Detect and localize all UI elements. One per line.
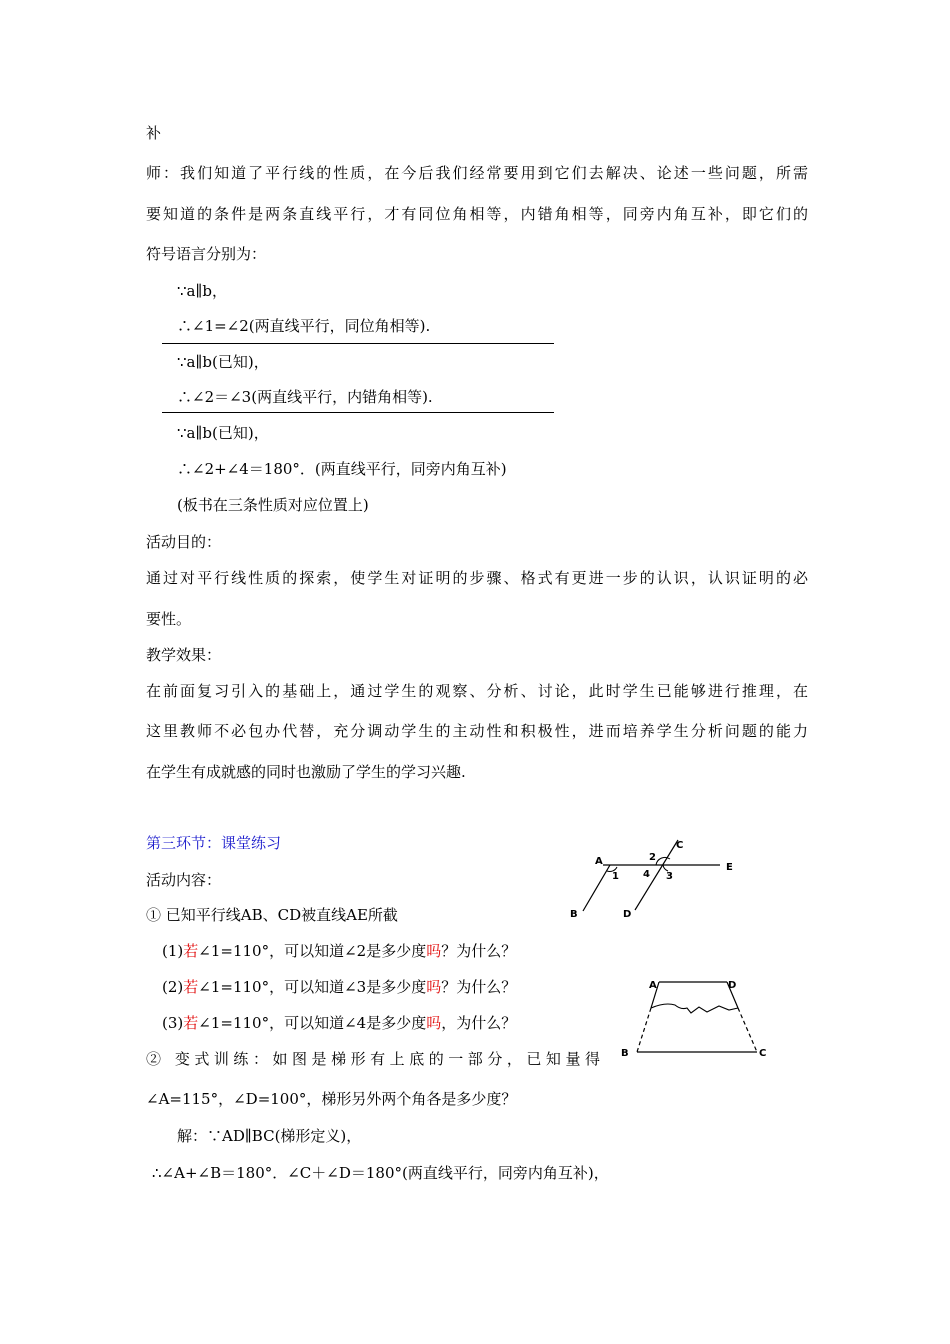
- label-d: D: [623, 909, 632, 920]
- teacher-line-2: 要知道的条件是两条直线平行，才有同位角相等，内错角相等，同旁内角互补，即它们的: [146, 205, 808, 223]
- effect-line-1: 在前面复习引入的基础上，通过学生的观察、分析、讨论，此时学生已能够进行推理，在: [146, 682, 808, 700]
- label-a: A: [595, 856, 603, 867]
- label-c: C: [676, 840, 684, 851]
- exercise-1-statement: ① 已知平行线AB、CD被直线AE所截: [146, 906, 398, 924]
- question-1: (1)若∠1=110°，可以知道∠2是多少度吗？为什么？: [162, 942, 517, 960]
- divider-line: [162, 412, 554, 413]
- label-c: C: [759, 1048, 767, 1059]
- label-d: D: [728, 980, 737, 991]
- proof-1-given: ∵a∥b，: [177, 282, 228, 300]
- goal-line-2: 要性。: [146, 610, 192, 628]
- continued-text: 补: [146, 124, 162, 142]
- teacher-line-1: 师：我们知道了平行线的性质，在今后我们经常要用到它们去解决、论述一些问题，所需: [146, 164, 808, 182]
- effect-heading: 教学效果：: [146, 646, 222, 664]
- side-ab-lower: [637, 1008, 651, 1052]
- proof-2-given: ∵a∥b(已知)，: [177, 353, 269, 371]
- proof-3-conclusion: ∴∠2+∠4＝180°．(两直线平行，同旁内角互补): [177, 460, 507, 478]
- label-e: E: [726, 862, 733, 873]
- teacher-line-3: 符号语言分别为：: [146, 245, 267, 263]
- divider-line: [162, 343, 554, 344]
- label-3: 3: [666, 871, 673, 882]
- effect-line-2: 这里教师不必包办代替，充分调动学生的主动性和积极性，进而培养学生分析问题的能力: [146, 722, 808, 740]
- label-b: B: [621, 1048, 629, 1059]
- activity-content-heading: 活动内容：: [146, 871, 222, 889]
- line-ab: [583, 865, 610, 911]
- break-line: [651, 1004, 738, 1013]
- label-4: 4: [643, 869, 650, 880]
- solution-line-2: ∴∠A+∠B＝180°．∠C＋∠D＝180°(两直线平行，同旁内角互补)，: [152, 1164, 609, 1182]
- effect-line-3: 在学生有成就感的同时也激励了学生的学习兴趣.: [146, 763, 466, 781]
- proof-3-given: ∵a∥b(已知)，: [177, 424, 269, 442]
- goal-heading: 活动目的：: [146, 533, 222, 551]
- section-3-title: 第三环节：课堂练习: [146, 834, 282, 852]
- exercise-2-statement: ② 变式训练：如图是梯形有上底的一部分，已知量得: [146, 1050, 600, 1068]
- proof-2-conclusion: ∴∠2＝∠3(两直线平行，内错角相等).: [177, 388, 433, 406]
- solution-line-1: 解：∵AD∥BC(梯形定义)，: [177, 1127, 362, 1145]
- parallel-lines-figure: [560, 835, 750, 925]
- board-note: (板书在三条性质对应位置上): [177, 496, 369, 514]
- question-2: (2)若∠1=110°，可以知道∠3是多少度吗？为什么？: [162, 978, 517, 996]
- label-2: 2: [649, 852, 656, 863]
- exercise-2-statement-cont: ∠A=115°，∠D=100°，梯形另外两个角各是多少度？: [146, 1090, 517, 1108]
- label-1: 1: [612, 871, 619, 882]
- label-b: B: [570, 909, 578, 920]
- trapezoid-figure: [615, 970, 775, 1060]
- side-dc-lower: [738, 1008, 757, 1052]
- question-3: (3)若∠1=110°，可以知道∠4是多少度吗，为什么？: [162, 1014, 517, 1032]
- label-a: A: [649, 980, 657, 991]
- goal-line-1: 通过对平行线性质的探索，使学生对证明的步骤、格式有更进一步的认识，认识证明的必: [146, 569, 808, 587]
- proof-1-conclusion: ∴∠1=∠2(两直线平行，同位角相等).: [177, 317, 431, 335]
